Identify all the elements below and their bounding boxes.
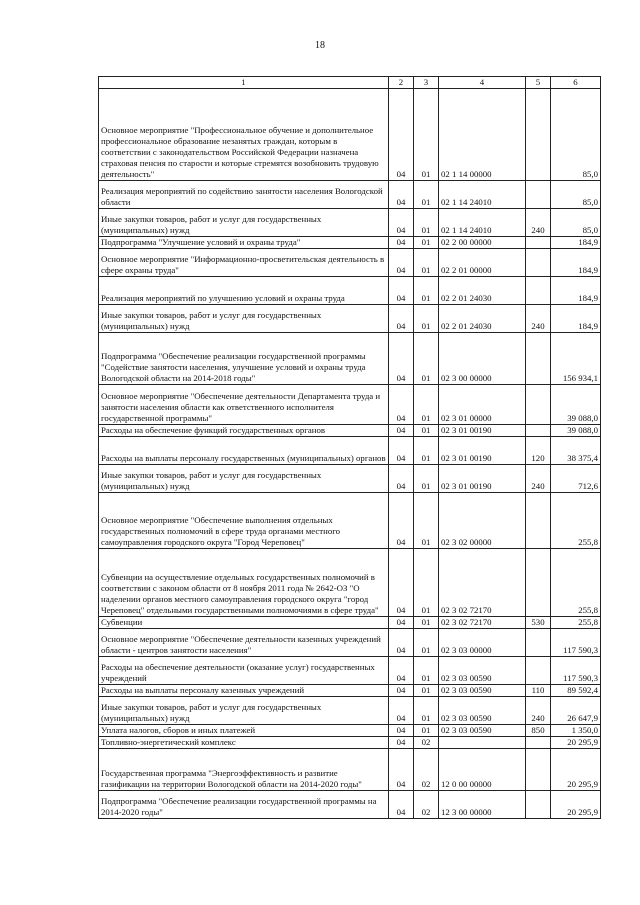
subsection-code-cell: 01	[414, 89, 439, 181]
target-article-cell: 02 3 00 00000	[439, 333, 526, 385]
expense-type-cell	[526, 385, 551, 425]
subsection-code-cell: 01	[414, 237, 439, 249]
subsection-code-cell: 01	[414, 697, 439, 725]
column-header: 3	[414, 77, 439, 89]
subsection-code-cell: 01	[414, 657, 439, 685]
section-code-cell: 04	[389, 237, 414, 249]
section-code-cell: 04	[389, 657, 414, 685]
expense-type-cell	[526, 181, 551, 209]
page-number: 18	[315, 40, 325, 51]
table-row	[99, 277, 601, 305]
amount-cell: 85,0	[551, 181, 601, 209]
column-header: 1	[99, 77, 389, 89]
row-name-cell: Уплата налогов, сборов и иных платежей	[99, 725, 389, 737]
target-article-cell: 02 3 01 00190	[439, 465, 526, 493]
budget-table	[98, 76, 601, 819]
row-name-cell: Подпрограмма "Обеспечение реализации государственной программы "Содействие занятости населения, улучшение условий и охраны труда Вологодской области на 2014-2018 годы"	[99, 333, 389, 385]
expense-type-cell	[526, 749, 551, 791]
expense-type-cell: 240	[526, 465, 551, 493]
target-article-cell: 12 3 00 00000	[439, 791, 526, 819]
row-name-cell: Субвенции	[99, 617, 389, 629]
subsection-code-cell: 02	[414, 749, 439, 791]
column-header: 6	[551, 77, 601, 89]
row-name-cell: Основное мероприятие "Обеспечение деятельности Департамента труда и занятости населения области как ответственного исполнителя государственной программы"	[99, 385, 389, 425]
table-row	[99, 333, 601, 385]
expense-type-cell: 240	[526, 209, 551, 237]
expense-type-cell	[526, 791, 551, 819]
subsection-code-cell: 02	[414, 737, 439, 749]
section-code-cell: 04	[389, 305, 414, 333]
expense-type-cell	[526, 629, 551, 657]
row-name-cell: Реализация мероприятий по содействию занятости населения Вологодской области	[99, 181, 389, 209]
amount-cell: 20 295,9	[551, 737, 601, 749]
section-code-cell: 04	[389, 437, 414, 465]
expense-type-cell: 240	[526, 305, 551, 333]
subsection-code-cell: 01	[414, 617, 439, 629]
subsection-code-cell: 01	[414, 549, 439, 617]
section-code-cell: 04	[389, 685, 414, 697]
row-name-cell: Иные закупки товаров, работ и услуг для государственных (муниципальных) нужд	[99, 697, 389, 725]
section-code-cell: 04	[389, 89, 414, 181]
subsection-code-cell: 01	[414, 385, 439, 425]
subsection-code-cell: 01	[414, 629, 439, 657]
table-row	[99, 617, 601, 629]
section-code-cell: 04	[389, 697, 414, 725]
subsection-code-cell: 01	[414, 493, 439, 549]
target-article-cell: 02 3 01 00190	[439, 425, 526, 437]
section-code-cell: 04	[389, 209, 414, 237]
expense-type-cell	[526, 333, 551, 385]
section-code-cell: 04	[389, 333, 414, 385]
amount-cell: 255,8	[551, 493, 601, 549]
amount-cell: 1 350,0	[551, 725, 601, 737]
target-article-cell: 02 3 02 72170	[439, 549, 526, 617]
column-header: 2	[389, 77, 414, 89]
target-article-cell: 02 1 14 24010	[439, 209, 526, 237]
section-code-cell: 04	[389, 629, 414, 657]
section-code-cell: 04	[389, 249, 414, 277]
expense-type-cell	[526, 657, 551, 685]
target-article-cell: 02 3 03 00000	[439, 629, 526, 657]
row-name-cell: Расходы на обеспечение функций государственных органов	[99, 425, 389, 437]
table-row	[99, 209, 601, 237]
expense-type-cell	[526, 425, 551, 437]
table-row	[99, 249, 601, 277]
target-article-cell: 02 2 01 00000	[439, 249, 526, 277]
subsection-code-cell: 01	[414, 685, 439, 697]
table-row	[99, 465, 601, 493]
section-code-cell: 04	[389, 181, 414, 209]
expense-type-cell	[526, 737, 551, 749]
amount-cell: 255,8	[551, 549, 601, 617]
expense-type-cell	[526, 89, 551, 181]
expense-type-cell: 240	[526, 697, 551, 725]
table-row	[99, 549, 601, 617]
amount-cell: 712,6	[551, 465, 601, 493]
target-article-cell: 12 0 00 00000	[439, 749, 526, 791]
target-article-cell: 02 3 02 00000	[439, 493, 526, 549]
target-article-cell: 02 2 00 00000	[439, 237, 526, 249]
table-row	[99, 629, 601, 657]
row-name-cell: Расходы на обеспечение деятельности (оказание услуг) государственных учреждений	[99, 657, 389, 685]
subsection-code-cell: 01	[414, 305, 439, 333]
amount-cell: 38 375,4	[551, 437, 601, 465]
table-row	[99, 685, 601, 697]
target-article-cell: 02 3 03 00590	[439, 657, 526, 685]
amount-cell: 184,9	[551, 249, 601, 277]
column-header: 4	[439, 77, 526, 89]
target-article-cell: 02 3 02 72170	[439, 617, 526, 629]
row-name-cell: Расходы на выплаты персоналу государственных (муниципальных) органов	[99, 437, 389, 465]
subsection-code-cell: 01	[414, 333, 439, 385]
table-header-row	[99, 77, 601, 89]
subsection-code-cell: 01	[414, 181, 439, 209]
table-row	[99, 493, 601, 549]
table-row	[99, 749, 601, 791]
expense-type-cell: 530	[526, 617, 551, 629]
table-row	[99, 181, 601, 209]
row-name-cell: Реализация мероприятий по улучшению условий и охраны труда	[99, 277, 389, 305]
expense-type-cell: 850	[526, 725, 551, 737]
subsection-code-cell: 01	[414, 277, 439, 305]
table-row	[99, 237, 601, 249]
table-row	[99, 425, 601, 437]
table-row	[99, 791, 601, 819]
target-article-cell: 02 3 01 00000	[439, 385, 526, 425]
row-name-cell: Иные закупки товаров, работ и услуг для государственных (муниципальных) нужд	[99, 209, 389, 237]
row-name-cell: Иные закупки товаров, работ и услуг для государственных (муниципальных) нужд	[99, 305, 389, 333]
section-code-cell: 04	[389, 617, 414, 629]
row-name-cell: Расходы на выплаты персоналу казенных учреждений	[99, 685, 389, 697]
amount-cell: 184,9	[551, 305, 601, 333]
section-code-cell: 04	[389, 425, 414, 437]
expense-type-cell	[526, 237, 551, 249]
subsection-code-cell: 01	[414, 725, 439, 737]
amount-cell: 85,0	[551, 89, 601, 181]
target-article-cell: 02 2 01 24030	[439, 305, 526, 333]
row-name-cell: Топливно-энергетический комплекс	[99, 737, 389, 749]
amount-cell: 156 934,1	[551, 333, 601, 385]
section-code-cell: 04	[389, 549, 414, 617]
table-row	[99, 697, 601, 725]
amount-cell: 117 590,3	[551, 657, 601, 685]
section-code-cell: 04	[389, 277, 414, 305]
row-name-cell: Иные закупки товаров, работ и услуг для государственных (муниципальных) нужд	[99, 465, 389, 493]
subsection-code-cell: 01	[414, 425, 439, 437]
amount-cell: 26 647,9	[551, 697, 601, 725]
section-code-cell: 04	[389, 791, 414, 819]
row-name-cell: Подпрограмма "Обеспечение реализации государственной программы на 2014-2020 годы"	[99, 791, 389, 819]
expense-type-cell: 110	[526, 685, 551, 697]
subsection-code-cell: 02	[414, 791, 439, 819]
target-article-cell: 02 3 01 00190	[439, 437, 526, 465]
expense-type-cell: 120	[526, 437, 551, 465]
table-row	[99, 385, 601, 425]
row-name-cell: Подпрограмма "Улучшение условий и охраны труда"	[99, 237, 389, 249]
expense-type-cell	[526, 249, 551, 277]
column-header: 5	[526, 77, 551, 89]
target-article-cell: 02 1 14 00000	[439, 89, 526, 181]
amount-cell: 184,9	[551, 237, 601, 249]
row-name-cell: Основное мероприятие "Обеспечение выполнения отдельных государственных полномочий в сфере труда органами местного самоуправления городского округа "Город Череповец"	[99, 493, 389, 549]
row-name-cell: Основное мероприятие "Профессиональное обучение и дополнительное профессиональное образование незанятых граждан, которым в соответствии с законодательством Российской Федерации назначена страховая пенсия по старости и которые стремятся возобновить трудовую деятельность"	[99, 89, 389, 181]
subsection-code-cell: 01	[414, 465, 439, 493]
expense-type-cell	[526, 493, 551, 549]
subsection-code-cell: 01	[414, 209, 439, 237]
row-name-cell: Основное мероприятие "Информационно-просветительская деятельность в сфере охраны труда"	[99, 249, 389, 277]
section-code-cell: 04	[389, 493, 414, 549]
subsection-code-cell: 01	[414, 249, 439, 277]
table-row	[99, 305, 601, 333]
target-article-cell: 02 2 01 24030	[439, 277, 526, 305]
expense-type-cell	[526, 549, 551, 617]
amount-cell: 255,8	[551, 617, 601, 629]
amount-cell: 117 590,3	[551, 629, 601, 657]
section-code-cell: 04	[389, 737, 414, 749]
table-row	[99, 657, 601, 685]
target-article-cell: 02 1 14 24010	[439, 181, 526, 209]
section-code-cell: 04	[389, 465, 414, 493]
section-code-cell: 04	[389, 749, 414, 791]
row-name-cell: Субвенции на осуществление отдельных государственных полномочий в соответствии с законом области от 8 ноября 2011 года № 2642-ОЗ "О наделении органов местного самоуправления городского округа "город Череповец" отдельными государственными полномочиями в сфере труда"	[99, 549, 389, 617]
row-name-cell: Основное мероприятие "Обеспечение деятельности казенных учреждений области - центров занятости населения"	[99, 629, 389, 657]
row-name-cell: Государственная программа "Энергоэффективность и развитие газификации на территории Вологодской области на 2014-2020 годы"	[99, 749, 389, 791]
amount-cell: 89 592,4	[551, 685, 601, 697]
target-article-cell: 02 3 03 00590	[439, 697, 526, 725]
subsection-code-cell: 01	[414, 437, 439, 465]
amount-cell: 20 295,9	[551, 791, 601, 819]
section-code-cell: 04	[389, 385, 414, 425]
amount-cell: 85,0	[551, 209, 601, 237]
amount-cell: 39 088,0	[551, 425, 601, 437]
table-row	[99, 89, 601, 181]
target-article-cell: 02 3 03 00590	[439, 725, 526, 737]
table-row	[99, 737, 601, 749]
amount-cell: 184,9	[551, 277, 601, 305]
amount-cell: 39 088,0	[551, 385, 601, 425]
table-row	[99, 437, 601, 465]
target-article-cell	[439, 737, 526, 749]
expense-type-cell	[526, 277, 551, 305]
table-row	[99, 725, 601, 737]
section-code-cell: 04	[389, 725, 414, 737]
target-article-cell: 02 3 03 00590	[439, 685, 526, 697]
amount-cell: 20 295,9	[551, 749, 601, 791]
